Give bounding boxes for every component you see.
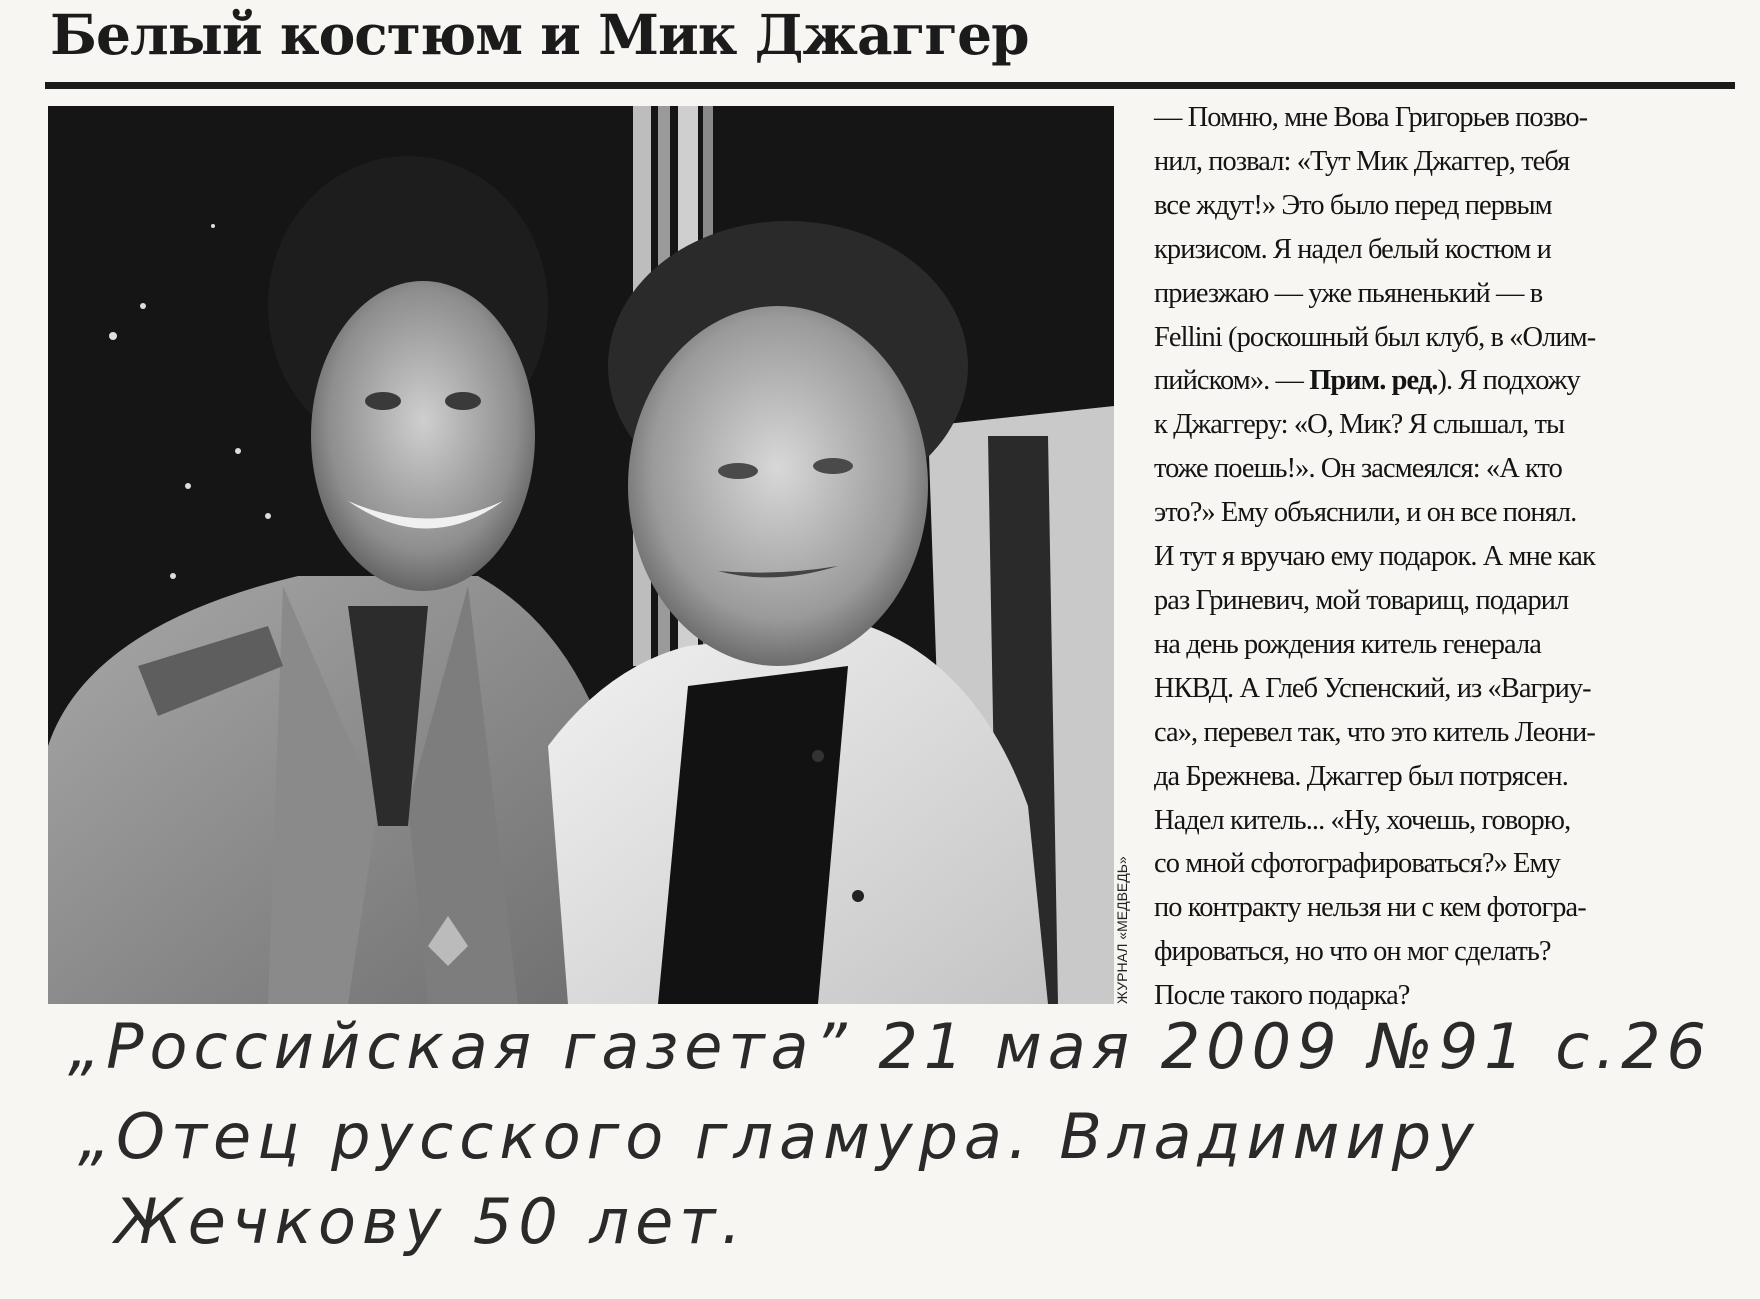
article-line: — Помню, мне Вова Григорьев позво- <box>1154 102 1588 133</box>
article-line: к Джаггеру: «О, Мик? Я слышал, ты <box>1154 409 1565 441</box>
article-line: са», перевел так, что это китель Леони- <box>1154 716 1595 748</box>
headline-rule <box>45 82 1735 89</box>
editor-note: Прим. ред. <box>1309 365 1438 397</box>
article-line: тоже поешь!». Он засмеялся: «А кто <box>1154 453 1562 485</box>
article-line: это?» Ему объяснили, и он все понял. <box>1154 497 1577 529</box>
headline: Белый костюм и Мик Джаггер <box>50 2 1029 67</box>
photo-credit: ЖУРНАЛ «МЕДВЕДЬ» <box>1114 856 1130 1004</box>
article-line: кризисом. Я надел белый костюм и <box>1154 233 1551 265</box>
article-line: фироваться, но что он мог сделать? <box>1154 936 1551 968</box>
article-line-end: ). Я подхожу <box>1437 365 1580 397</box>
article-line: да Брежнева. Джаггер был потрясен. <box>1154 760 1568 792</box>
article-line: со мной сфотографироваться?» Ему <box>1154 848 1560 880</box>
article-line-start: пийском». — <box>1154 365 1310 397</box>
handwritten-title-note: „Отец русского гламура. Владимиру <box>78 1100 1480 1173</box>
article-line: нил, позвал: «Тут Мик Джаггер, тебя <box>1154 145 1570 177</box>
article-photo <box>48 106 1114 1004</box>
article-line: по контракту нельзя ни с кем фотогра- <box>1154 892 1586 924</box>
article-line: И тут я вручаю ему подарок. А мне как <box>1154 541 1595 573</box>
article-line: Fellini (роскошный был клуб, в «Олим- <box>1154 321 1596 353</box>
article-line: После такого подарка? <box>1154 980 1410 1012</box>
article-line: все ждут!» Это было перед первым <box>1154 189 1552 221</box>
handwritten-source-note: „Российская газета” 21 мая 2009 №91 с.26 <box>68 1010 1712 1083</box>
handwritten-title-note-continued: Жечкову 50 лет. <box>115 1185 748 1258</box>
article-line: на день рождения китель генерала <box>1154 628 1541 660</box>
article-text <box>1154 96 1722 1018</box>
article-line: НКВД. А Глеб Успенский, из «Вагриу- <box>1154 672 1591 704</box>
article-line <box>1154 359 1722 403</box>
article-line: раз Гриневич, мой товарищ, подарил <box>1154 584 1569 616</box>
article-line: приезжаю — уже пьяненький — в <box>1154 277 1543 309</box>
article-line: Надел китель... «Ну, хочешь, говорю, <box>1154 804 1571 836</box>
photo-illustration <box>48 106 1114 1004</box>
